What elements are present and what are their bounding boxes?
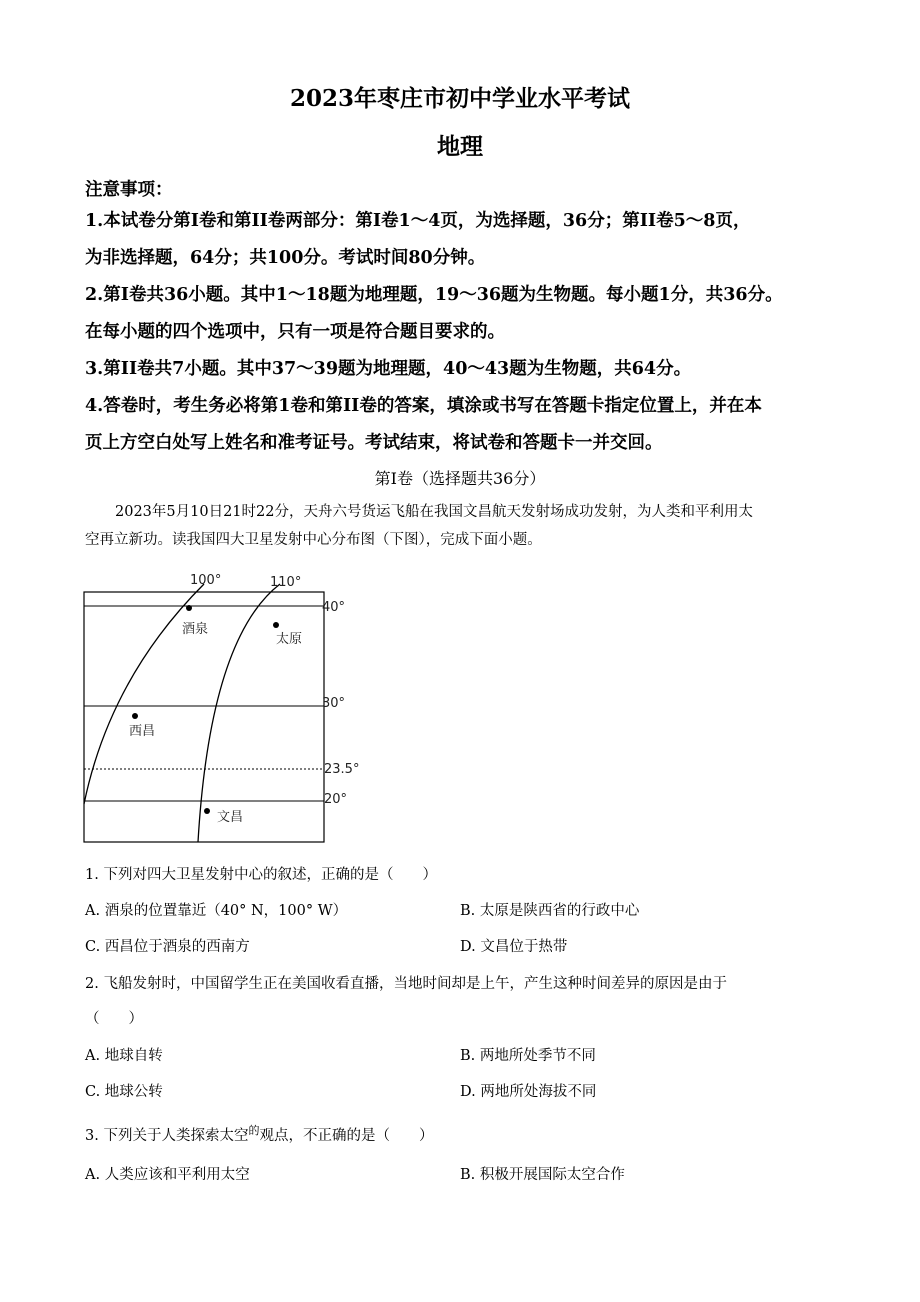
notice-line: 2.第Ⅰ卷共36小题。其中1～18题为地理题，19～36题为生物题。每小题1分，共36分。 [85,285,783,305]
site-label-xichang: 西昌 [129,724,156,739]
site-dot-taiyuan [273,622,279,628]
exam-title: 2023年枣庄市初中学业水平考试 [289,85,630,112]
question-3-stem [85,1124,433,1145]
longitude-label: 110° [270,575,302,590]
notice-line: 在每小题的四个选项中，只有一项是符合题目要求的。 [85,322,505,342]
question-3-stem-part: 3. 下列关于人类探索太空 [85,1128,249,1144]
site-dot-jiuquan [186,605,192,611]
question-3-stem-superscript: 的 [248,1124,260,1137]
notice-line: 为非选择题，64分；共100分。考试时间80分钟。 [85,248,486,268]
site-label-taiyuan: 太原 [276,632,303,647]
section-title: 第Ⅰ卷（选择题共36分） [374,469,546,488]
question-3-option-a: A. 人类应该和平利用太空 [85,1167,250,1183]
launch-center-map [70,568,370,848]
question-2-stem-paren: （ ） [85,1011,143,1027]
question-1-option-d: D. 文昌位于热带 [460,939,568,955]
intro-paragraph [85,498,840,554]
question-1-option-a: A. 酒泉的位置靠近（40° N，100° W） [85,903,348,919]
question-2-option-c: C. 地球公转 [85,1084,163,1100]
question-1-option-b: B. 太原是陕西省的行政中心 [460,903,640,919]
meridian-110 [198,584,280,842]
meridian-100 [84,584,204,804]
question-3-option-b: B. 积极开展国际太空合作 [460,1167,625,1183]
latitude-label: 20° [324,792,348,807]
notice-heading: 注意事项： [85,180,173,200]
notice-line: 1.本试卷分第Ⅰ卷和第II卷两部分：第Ⅰ卷1～4页，为选择题，36分；第II卷5～8页， [85,211,751,231]
intro-line: 空再立新功。读我国四大卫星发射中心分布图（下图），完成下面小题。 [85,532,542,548]
question-3-stem-part: 观点，不正确的是（ ） [259,1128,434,1144]
latitude-label: 23.5° [324,762,360,777]
site-dot-wenchang [204,808,210,814]
site-label-jiuquan: 酒泉 [182,622,209,637]
intro-line: 2023年5月10日21时22分，天舟六号货运飞船在我国文昌航天发射场成功发射，为人类和平利用太 [115,504,753,520]
notice-line: 4.答卷时，考生务必将第1卷和第II卷的答案，填涂或书写在答题卡指定位置上，并在本 [85,396,762,416]
site-label-wenchang: 文昌 [217,810,244,825]
question-1-option-c: C. 西昌位于酒泉的西南方 [85,939,250,955]
question-1-stem: 1. 下列对四大卫星发射中心的叙述，正确的是（ ） [85,867,437,883]
question-2-option-d: D. 两地所处海拔不同 [460,1084,597,1100]
site-dot-xichang [132,713,138,719]
latitude-label: 40° [322,600,346,615]
longitude-label: 100° [190,573,222,588]
notice-line: 3.第II卷共7小题。其中37～39题为地理题，40～43题为生物题，共64分。 [85,359,692,379]
question-2-stem: 2. 飞船发射时，中国留学生正在美国收看直播，当地时间却是上午，产生这种时间差异的原因是由于 [85,976,727,992]
notice-list [85,203,845,462]
subject-title: 地理 [437,133,483,160]
question-2-option-b: B. 两地所处季节不同 [460,1048,596,1064]
notice-line: 页上方空白处写上姓名和准考证号。考试结束，将试卷和答题卡一并交回。 [85,433,663,453]
latitude-label: 30° [322,696,346,711]
question-2-option-a: A. 地球自转 [85,1048,163,1064]
